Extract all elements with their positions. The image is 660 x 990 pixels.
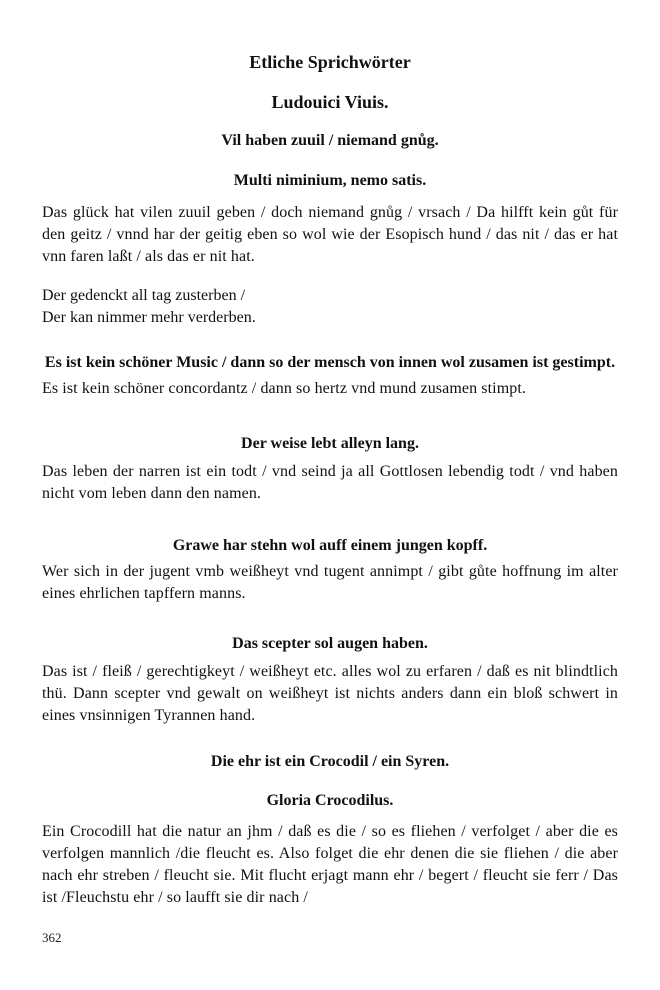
proverb-body: Es ist kein schöner concordantz / dann so hertz vnd mund zusamen stimpt.	[42, 380, 526, 397]
proverb-heading-german: Die ehr ist ein Crocodil / ein Syren.	[210, 753, 450, 770]
proverb-heading-german: Der weise lebt alleyn lang.	[241, 435, 419, 452]
author-name: Ludouici Viuis.	[271, 92, 389, 112]
proverb-heading-german: Grawe har stehn wol auff einem jungen kopff.	[172, 537, 488, 554]
page-title: Etliche Sprichwörter	[249, 52, 411, 72]
proverb-section-4	[42, 535, 618, 605]
proverb-heading-latin: Multi niminium, nemo satis.	[233, 172, 427, 189]
proverb-section-6	[42, 751, 618, 909]
proverb-heading-german: Vil haben zuuil / niemand gnůg.	[221, 132, 439, 149]
proverb-heading-latin: Gloria Crocodilus.	[266, 792, 394, 809]
proverb-body: Das leben der narren ist ein todt / vnd seind ja all Gottlosen lebendig todt / vnd haben nicht vom leben dann den namen.	[42, 463, 618, 502]
proverb-section-3	[42, 433, 618, 505]
proverb-verse	[42, 285, 618, 329]
proverb-section-1	[42, 130, 618, 329]
proverb-body: Wer sich in der jugent vmb weißheyt vnd tugent annimpt / gibt gůte hoffnung im alter eines ehrlichen tapffern manns.	[42, 563, 618, 602]
page-number: 362	[42, 930, 62, 945]
proverb-body: Das glück hat vilen zuuil geben / doch niemand gnůg / vrsach / Da hilfft kein gůt für den geitz / vnnd har der geitig eben so wol wie der Esopisch hund / das nit / das er hat vnn faren laßt / als das er nit hat.	[42, 204, 618, 265]
proverb-body: Ein Crocodill hat die natur an jhm / daß es die / so es fliehen / verfolget / aber die es verfolgen mannlich /die fleucht es. Also folget die ehr denen die sie fliehen / die aber nach ehr streben / fleucht sie. Mit flucht erjagt mann ehr / begert / fleucht sie ferr / Das ist /Fleuchstu ehr / so laufft sie dir nach /	[42, 823, 618, 906]
proverb-heading-german: Das scepter sol augen haben.	[232, 635, 428, 652]
proverb-heading-german: Es ist kein schöner Music / dann so der mensch von innen wol zusamen ist gestimpt.	[44, 354, 616, 371]
verse-line-2: Der kan nimmer mehr verderben.	[42, 309, 256, 326]
verse-line-1: Der gedenckt all tag zusterben /	[42, 287, 246, 304]
proverb-section-5	[42, 633, 618, 727]
proverb-section-2	[42, 352, 618, 400]
proverb-body: Das ist / fleiß / gerechtigkeyt / weißheyt etc. alles wol zu erfaren / daß es nit blindtlich thü. Dann scepter vnd gewalt on weißheyt ist nichts anders dann ein bloß schwert in eines vnsinnigen Tyrannen hand.	[42, 663, 618, 724]
